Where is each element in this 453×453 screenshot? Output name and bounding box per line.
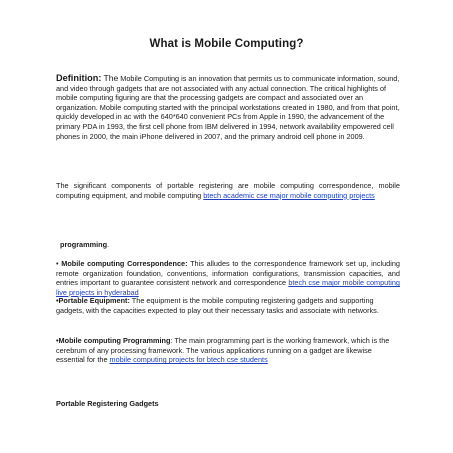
bullet-marker: •: [56, 259, 62, 268]
bullet-correspondence-text: This alludes to the correspondence framework set up, including remote organization foundation, conventions, information configurations, transmission capacities, and entries important to guarantee consistent network and correspondence: [56, 259, 400, 288]
definition-text: Mobile Computing is an innovation that permits us to communicate information, sound, and video through gadgets that are not associated with any actual connection. The critical highlights of mobile computing figuring are that the processing gadgets are compact and associated over an organization. Mobile computing started with the principal workstations created in 1980, and from that point, quickly developed in ac with the 640*640 convenient PCs from Apple in 1990, the advancement of the primary PDA in 1993, the first cell phone from IBM delivered in 1994, network availability empowered cell phones in 2000, the main iPhone delivered in 2007, and the primary android cell phone in 2009.: [56, 74, 400, 141]
programming-word: programming: [60, 240, 108, 249]
components-continuation: [60, 240, 404, 250]
programming-link[interactable]: mobile computing projects for btech cse students: [109, 355, 268, 365]
bullet-equipment: [56, 296, 400, 315]
definition-paragraph: [56, 74, 400, 141]
components-period: .: [107, 240, 110, 249]
correspondence-link[interactable]: btech cse major mobile computing live projects in hyderabad: [56, 278, 400, 297]
section-subheading: Portable Registering Gadgets: [56, 399, 159, 408]
components-text: The significant components of portable registering are mobile computing correspondence, mobile computing equipment, and mobile computing: [56, 181, 400, 200]
components-paragraph: [56, 181, 400, 200]
page-title: What is Mobile Computing?: [149, 38, 304, 50]
definition-label: Definition:: [56, 73, 102, 83]
bullet-equipment-text: The equipment is the mobile computing registering gadgets and supporting gadgets, with the capacities expected to play out their necessary tasks and associate with networks.: [56, 296, 379, 315]
bullet-correspondence: [56, 259, 400, 297]
bullet-programming-text: : The main programming part is the working framework, which is the cerebrum of any processing framework. The various applications running on a gadget are likewise essential for the: [56, 336, 390, 365]
components-link[interactable]: btech academic cse major mobile computing projects: [203, 190, 375, 200]
bullet-equipment-label: •Portable Equipment:: [56, 296, 130, 305]
definition-lead: The: [103, 73, 119, 83]
bullet-programming: [56, 336, 400, 365]
bullet-correspondence-label: Mobile computing Correspondence:: [61, 259, 188, 268]
bullet-programming-label: •Mobile computing Programming: [56, 336, 171, 345]
